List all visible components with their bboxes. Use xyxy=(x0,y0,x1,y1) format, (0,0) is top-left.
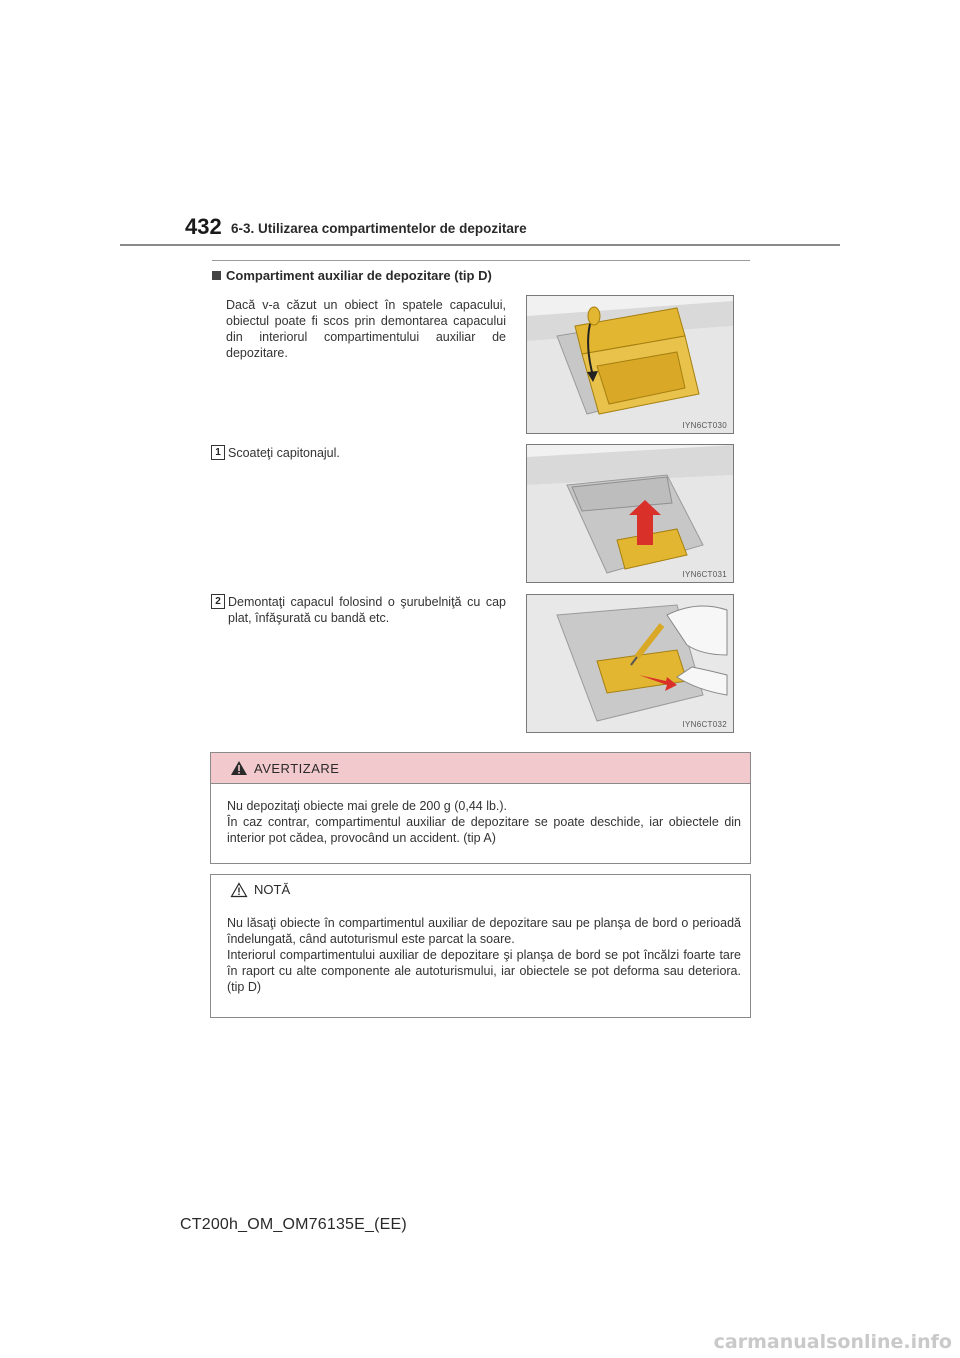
figure-code: IYN6CT032 xyxy=(682,720,727,729)
note-line-2: Interiorul compartimentului auxiliar de depozitare şi planşa de bord se pot încălzi foarte tare în raport cu alte componente ale autoturismului, iar obiectele se pot deforma sau deteriora. (tip D) xyxy=(227,948,741,994)
note-label: NOTĂ xyxy=(254,882,291,897)
step-number-2: 2 xyxy=(211,594,225,609)
square-bullet-icon xyxy=(212,271,221,280)
note-text xyxy=(227,915,741,995)
figure-remove-lining xyxy=(526,444,734,583)
figure-remove-cover-screwdriver xyxy=(526,594,734,733)
footer-manual-code: CT200h_OM_OM76135E_(EE) xyxy=(180,1216,407,1233)
warning-line-2: În caz contrar, compartimentul auxiliar de depozitare se poate deschide, iar obiectele din interior pot cădea, provocând un accident. (tip A) xyxy=(227,815,741,845)
section-title: 6-3. Utilizarea compartimentelor de depozitare xyxy=(231,221,527,236)
figure-illustration xyxy=(527,445,733,582)
intro-paragraph: Dacă v-a căzut un obiect în spatele capacului, obiectul poate fi scos prin demontarea capacului din interiorul compartimentului auxiliar de depozitare. xyxy=(226,298,506,360)
note-box xyxy=(210,874,751,1018)
subsection-heading xyxy=(212,268,492,283)
warning-header xyxy=(211,753,750,784)
step-number-1: 1 xyxy=(211,445,225,460)
figure-storage-lid-open xyxy=(526,295,734,434)
warning-label: AVERTIZARE xyxy=(254,761,340,776)
figure-illustration xyxy=(527,296,733,433)
page-number: 432 xyxy=(185,214,222,239)
header-divider xyxy=(120,244,840,246)
subsection-heading-text: Compartiment auxiliar de depozitare (tip D) xyxy=(226,268,492,283)
figure-code: IYN6CT030 xyxy=(682,421,727,430)
warning-box xyxy=(210,752,751,864)
step-1-text: Scoateţi capitonajul. xyxy=(228,446,340,460)
subsection-divider xyxy=(212,260,750,261)
note-line-1: Nu lăsaţi obiecte în compartimentul auxiliar de depozitare sau pe planşa de bord o perioadă îndelungată, când autoturismul este parcat la soare. xyxy=(227,916,741,946)
warning-line-1: Nu depozitaţi obiecte mai grele de 200 g (0,44 lb.). xyxy=(227,799,508,813)
warning-triangle-icon xyxy=(230,760,248,776)
note-header xyxy=(211,875,750,905)
warning-text xyxy=(227,798,741,846)
figure-code: IYN6CT031 xyxy=(682,570,727,579)
caution-triangle-icon xyxy=(230,882,248,898)
step-2-text: Demontaţi capacul folosind o şurubelniţă cu cap plat, înfăşurată cu bandă etc. xyxy=(228,595,506,625)
figure-illustration xyxy=(527,595,733,732)
watermark: carmanualsonline.info xyxy=(713,1331,952,1353)
